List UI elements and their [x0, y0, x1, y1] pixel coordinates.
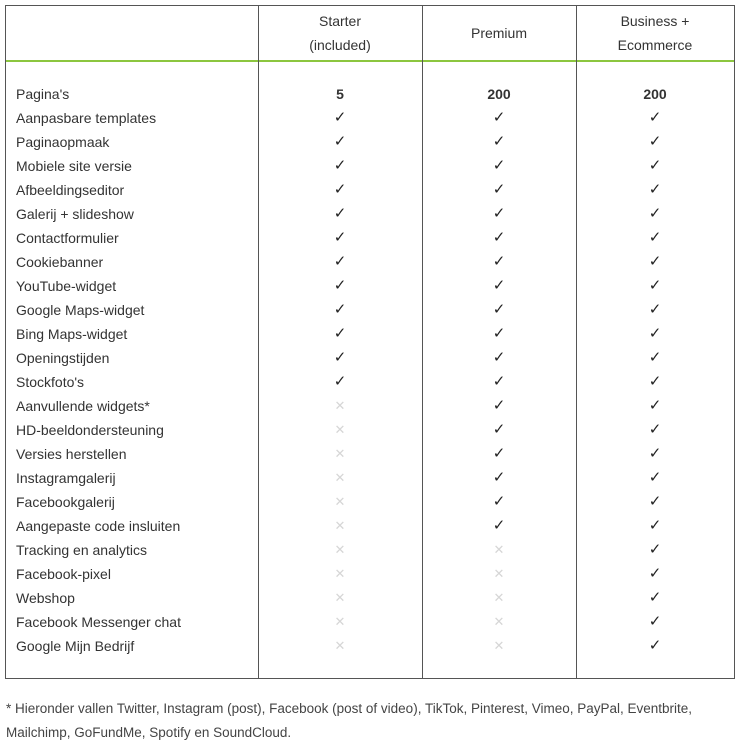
- check-icon: ✓: [492, 229, 506, 246]
- check-icon: ✓: [333, 229, 347, 246]
- check-icon: ✓: [648, 397, 662, 414]
- cross-icon: ✕: [334, 446, 346, 461]
- cross-icon: ✕: [493, 638, 505, 653]
- cross-icon: ✕: [493, 566, 505, 581]
- check-icon: ✓: [648, 349, 662, 366]
- check-icon: ✓: [648, 181, 662, 198]
- check-icon: ✓: [648, 109, 662, 126]
- column-header-business: [576, 6, 734, 60]
- check-icon: ✓: [648, 637, 662, 654]
- check-icon: ✓: [492, 181, 506, 198]
- check-icon: ✓: [492, 253, 506, 270]
- check-icon: ✓: [333, 133, 347, 150]
- feature-label: Contactformulier: [16, 230, 119, 246]
- check-icon: ✓: [648, 301, 662, 318]
- check-icon: ✓: [333, 301, 347, 318]
- check-icon: ✓: [333, 157, 347, 174]
- cross-icon: ✕: [334, 518, 346, 533]
- check-icon: ✓: [492, 133, 506, 150]
- check-icon: ✓: [648, 565, 662, 582]
- column-header-line: Business +: [620, 13, 690, 29]
- table-row: [6, 178, 734, 202]
- table-row: [6, 490, 734, 514]
- table-body: [6, 82, 734, 658]
- table-row: [6, 370, 734, 394]
- comparison-table: [5, 5, 735, 679]
- check-icon: ✓: [648, 589, 662, 606]
- value-cell: 5: [336, 86, 344, 102]
- cross-icon: ✕: [334, 566, 346, 581]
- check-icon: ✓: [333, 349, 347, 366]
- feature-label: Afbeeldingseditor: [16, 182, 125, 198]
- feature-label: Facebook-pixel: [16, 566, 111, 582]
- feature-label: Webshop: [16, 590, 75, 606]
- check-icon: ✓: [333, 253, 347, 270]
- cross-icon: ✕: [334, 494, 346, 509]
- check-icon: ✓: [333, 181, 347, 198]
- check-icon: ✓: [333, 109, 347, 126]
- feature-label: HD-beeldondersteuning: [16, 422, 164, 438]
- check-icon: ✓: [492, 157, 506, 174]
- feature-label: Openingstijden: [16, 350, 110, 366]
- check-icon: ✓: [492, 301, 506, 318]
- check-icon: ✓: [492, 421, 506, 438]
- check-icon: ✓: [333, 205, 347, 222]
- column-header-premium: [422, 6, 576, 60]
- cross-icon: ✕: [493, 590, 505, 605]
- check-icon: ✓: [648, 493, 662, 510]
- feature-label: Mobiele site versie: [16, 158, 132, 174]
- table-row: [6, 154, 734, 178]
- check-icon: ✓: [492, 517, 506, 534]
- check-icon: ✓: [648, 469, 662, 486]
- feature-label: Galerij + slideshow: [16, 206, 134, 222]
- feature-label: Tracking en analytics: [16, 542, 147, 558]
- check-icon: ✓: [492, 493, 506, 510]
- value-cell: 200: [487, 86, 511, 102]
- check-icon: ✓: [492, 469, 506, 486]
- column-header-line: Starter: [318, 13, 361, 29]
- check-icon: ✓: [648, 517, 662, 534]
- feature-label: YouTube-widget: [16, 278, 117, 294]
- table-row: [6, 202, 734, 226]
- check-icon: ✓: [648, 253, 662, 270]
- table-row: [6, 634, 734, 658]
- check-icon: ✓: [492, 277, 506, 294]
- column-header-starter: [258, 6, 422, 60]
- cross-icon: ✕: [334, 422, 346, 437]
- table-row: [6, 394, 734, 418]
- footnote: * Hieronder vallen Twitter, Instagram (post), Facebook (post of video), TikTok, Pinterest, Vimeo, PayPal, Eventbrite, Mailchimp, GoFundMe, Spotify en SoundCloud.: [6, 701, 693, 740]
- table-row: [6, 106, 734, 130]
- check-icon: ✓: [648, 541, 662, 558]
- feature-label: Paginaopmaak: [16, 134, 110, 150]
- cross-icon: ✕: [334, 614, 346, 629]
- check-icon: ✓: [648, 613, 662, 630]
- check-icon: ✓: [492, 325, 506, 342]
- feature-label: Bing Maps-widget: [16, 326, 128, 342]
- check-icon: ✓: [648, 373, 662, 390]
- table-row: [6, 322, 734, 346]
- check-icon: ✓: [333, 373, 347, 390]
- check-icon: ✓: [333, 325, 347, 342]
- table-row: [6, 442, 734, 466]
- feature-label: Google Maps-widget: [16, 302, 145, 318]
- check-icon: ✓: [648, 445, 662, 462]
- column-header-line: Ecommerce: [617, 37, 693, 53]
- check-icon: ✓: [648, 157, 662, 174]
- check-icon: ✓: [492, 373, 506, 390]
- table-row: [6, 274, 734, 298]
- table-row: [6, 298, 734, 322]
- cross-icon: ✕: [334, 590, 346, 605]
- feature-label: Stockfoto's: [16, 374, 85, 390]
- feature-label: Pagina's: [16, 86, 70, 102]
- check-icon: ✓: [492, 445, 506, 462]
- table-row: [6, 610, 734, 634]
- table-row: [6, 538, 734, 562]
- table-row: [6, 514, 734, 538]
- table-row: [6, 562, 734, 586]
- table-row: [6, 130, 734, 154]
- check-icon: ✓: [492, 205, 506, 222]
- check-icon: ✓: [648, 277, 662, 294]
- check-icon: ✓: [648, 133, 662, 150]
- feature-label: Facebook Messenger chat: [16, 614, 181, 630]
- feature-label: Versies herstellen: [16, 446, 127, 462]
- table-row: [6, 226, 734, 250]
- check-icon: ✓: [333, 277, 347, 294]
- feature-label: Google Mijn Bedrijf: [16, 638, 135, 654]
- check-icon: ✓: [648, 205, 662, 222]
- cross-icon: ✕: [493, 542, 505, 557]
- cross-icon: ✕: [493, 614, 505, 629]
- feature-label: Instagramgalerij: [16, 470, 116, 486]
- check-icon: ✓: [492, 349, 506, 366]
- value-cell: 200: [643, 86, 667, 102]
- table-row: [6, 586, 734, 610]
- table-row: [6, 346, 734, 370]
- feature-label: Cookiebanner: [16, 254, 104, 270]
- cross-icon: ✕: [334, 542, 346, 557]
- check-icon: ✓: [648, 325, 662, 342]
- check-icon: ✓: [492, 397, 506, 414]
- feature-label: Aanvullende widgets*: [16, 398, 150, 414]
- table-row: [6, 82, 734, 106]
- table-row: [6, 250, 734, 274]
- feature-label: Aanpasbare templates: [16, 110, 157, 126]
- table-row: [6, 466, 734, 490]
- check-icon: ✓: [648, 421, 662, 438]
- feature-label: Facebookgalerij: [16, 494, 115, 510]
- cross-icon: ✕: [334, 398, 346, 413]
- table-header: [6, 6, 734, 62]
- column-header-line: Premium: [470, 25, 527, 41]
- cross-icon: ✕: [334, 470, 346, 485]
- cross-icon: ✕: [334, 638, 346, 653]
- check-icon: ✓: [492, 109, 506, 126]
- column-header-line: (included): [309, 37, 371, 53]
- table-row: [6, 418, 734, 442]
- feature-label: Aangepaste code insluiten: [16, 518, 181, 534]
- check-icon: ✓: [648, 229, 662, 246]
